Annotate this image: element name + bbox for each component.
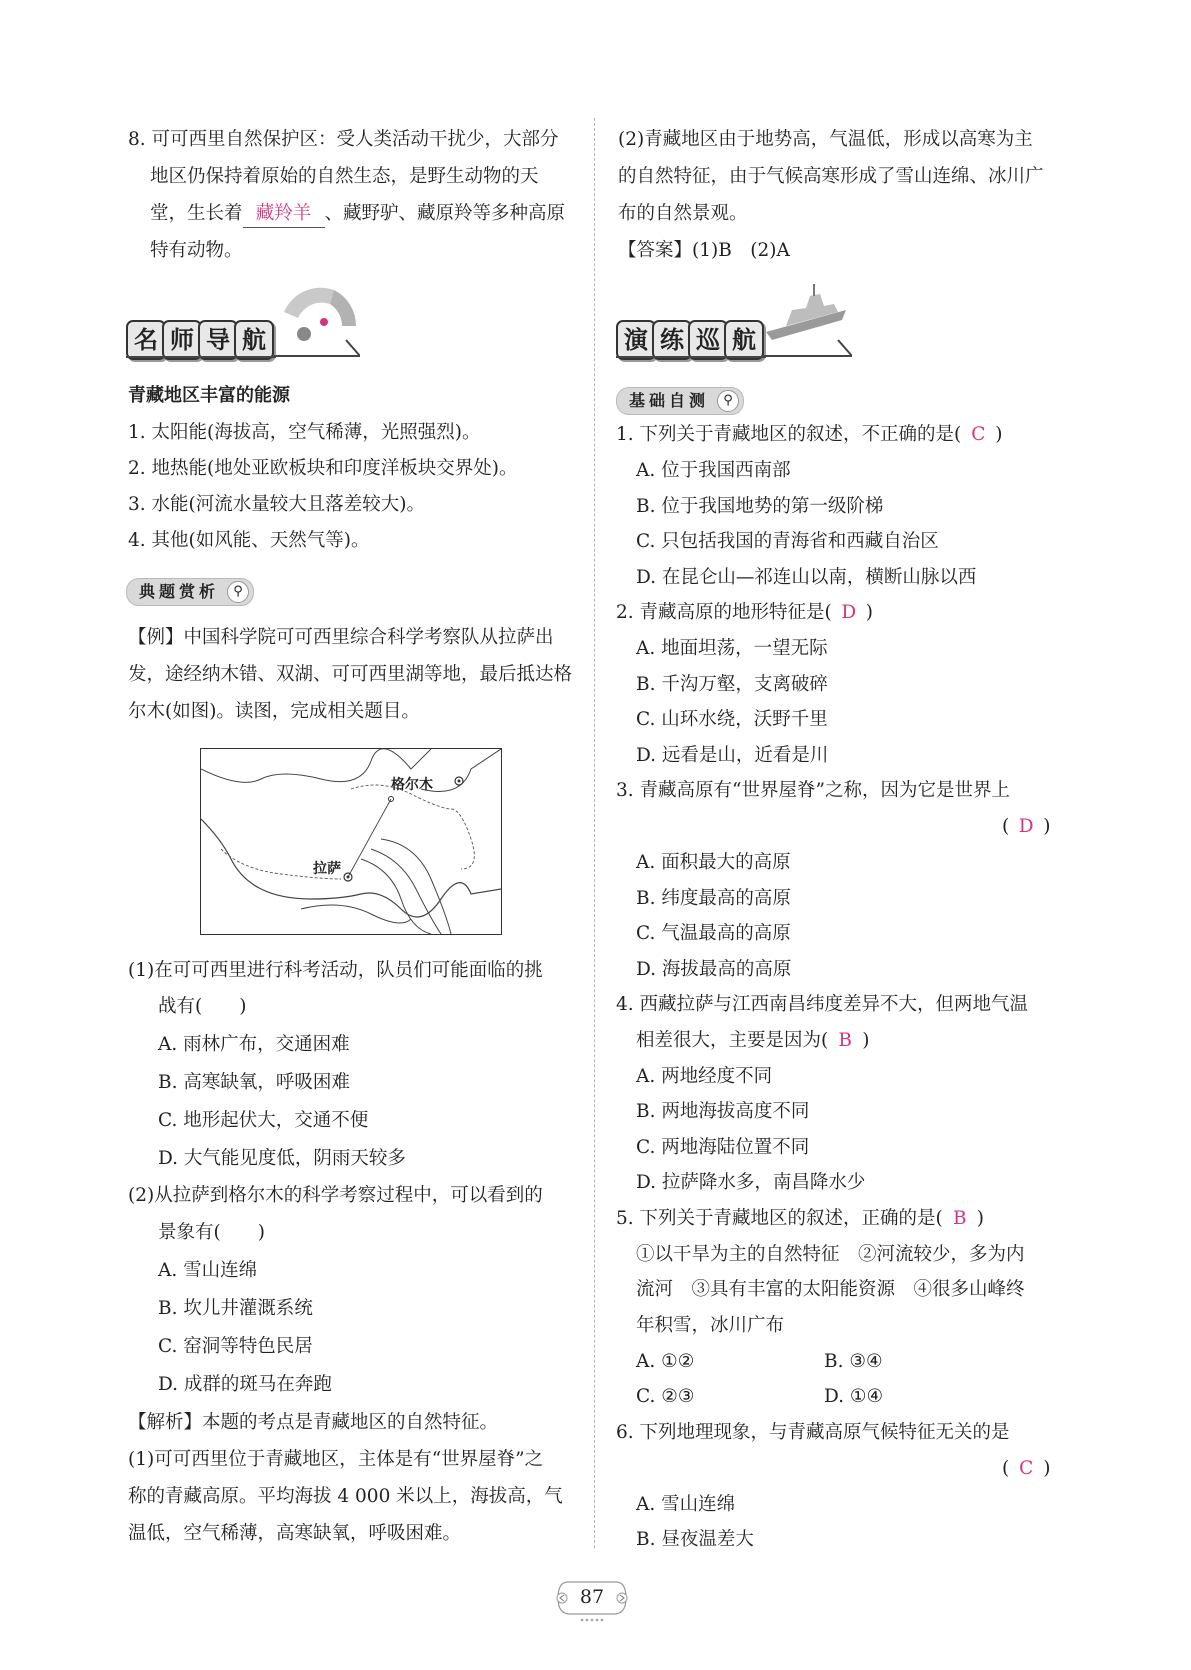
q1-option: D. 在昆仑山—祁连山以南，横断山脉以西 [636,567,977,588]
column-divider [594,118,595,1548]
q4-option: A. 两地经度不同 [636,1066,773,1087]
q6-stem: 6. 下列地理现象，与青藏高原气候特征无关的是 [616,1422,1010,1443]
banner-char: 航 [724,320,764,360]
sub1-line-1: (1)在可可西里进行科考活动，队员们可能面临的挑 [128,960,543,981]
energy-item: 4. 其他(如风能、天然气等)。 [128,530,370,551]
analysis-cont-line-2: 的自然特征，由于气候高寒形成了雪山连绵、冰川广 [618,166,1044,187]
tag-label: 典题赏析 [139,582,220,601]
map-label-geermu: 格尔木 [391,777,433,793]
q5-option-a: A. ①② [636,1351,695,1372]
q8-line-3-start: 堂，生长着 [150,203,243,224]
sub1-line-2: 战有( ) [158,996,247,1017]
q6-option: A. 雪山连绵 [636,1494,736,1515]
q1-stem [616,422,1002,448]
banner-char: 名 [126,320,166,360]
banner-yanlian-xunhang [616,316,851,360]
q6-answer: C [1019,1458,1034,1479]
sub2-option: C. 窑洞等特色民居 [158,1336,313,1357]
q6-option: B. 昼夜温差大 [636,1529,754,1550]
tag-jichu-zice [616,387,744,415]
q2-answer: D [841,602,857,623]
q8-line-1: 8. 可可西里自然保护区：受人类活动干扰少，大部分 [128,129,559,150]
q5-stem [616,1206,984,1232]
banner-decoration-icon [274,282,360,362]
example-line-2: 发，途经纳木错、双湖、可可西里湖等地，最后抵达格 [128,664,573,685]
sub2-option: B. 坎儿井灌溉系统 [158,1298,313,1319]
q5-line-3: 流河 ③具有丰富的太阳能资源 ④很多山峰终 [636,1279,1025,1300]
q2-option: B. 千沟万壑，支离破碎 [636,674,828,695]
q1-option: A. 位于我国西南部 [636,460,791,481]
q3-option: D. 海拔最高的高原 [636,959,792,980]
q2-stem [616,600,873,626]
energy-item: 2. 地热能(地处亚欧板块和印度洋板块交界处)。 [128,458,518,479]
q5-option-d: D. ①④ [824,1386,884,1407]
q4-line-2 [636,1028,869,1054]
analysis-line-1: 【解析】本题的考点是青藏地区的自然特征。 [128,1412,499,1433]
q6-answer-bracket [1002,1456,1050,1482]
q6-close-paren: ) [1043,1458,1051,1479]
analysis-line-3: 称的青藏高原。平均海拔 4 000 米以上，海拔高，气 [128,1486,563,1507]
tag-dianti-shangxi [126,578,254,606]
q5-option-b: B. ③④ [824,1351,883,1372]
banner-underline [616,356,766,358]
q2-stem-text: 2. 青藏高原的地形特征是( [616,602,832,623]
q3-close-paren: ) [1043,816,1051,837]
banner-char: 导 [198,320,238,360]
q8-line-2: 地区仍保持着原始的自然生态，是野生动物的天 [150,166,539,187]
q8-line-3-end: 、藏野驴、藏原羚等多种高原 [324,203,566,224]
sub2-option: A. 雪山连绵 [158,1260,258,1281]
q3-stem: 3. 青藏高原有“世界屋脊”之称，因为它是世界上 [616,780,1010,801]
analysis-line-2: (1)可可西里位于青藏地区，主体是有“世界屋脊”之 [128,1449,544,1470]
energy-item: 1. 太阳能(海拔高，空气稀薄，光照强烈)。 [128,422,481,443]
page-number: 87 [579,1586,605,1608]
q1-option: B. 位于我国地势的第一级阶梯 [636,496,884,517]
q8-answer-blank: 藏羚羊 [243,201,325,228]
energy-title: 青藏地区丰富的能源 [128,385,290,406]
sub1-option: C. 地形起伏大，交通不便 [158,1110,369,1131]
q3-open-paren: ( [1002,816,1010,837]
banner-char: 航 [234,320,274,360]
analysis-line-4: 温低，空气稀薄，高寒缺氧，呼吸困难。 [128,1523,462,1544]
q2-option: A. 地面坦荡，一望无际 [636,638,828,659]
q4-option: B. 两地海拔高度不同 [636,1101,810,1122]
magnifier-icon: ⚲ [227,581,249,603]
tag-label: 基础自测 [629,391,710,410]
q2-option: D. 远看是山，近看是川 [636,745,829,766]
analysis-cont-line-3: 布的自然景观。 [618,203,748,224]
q4-line-2-text: 相差很大，主要是因为( [636,1030,829,1051]
q4-answer: B [838,1030,853,1051]
sub2-line-1: (2)从拉萨到格尔木的科学考察过程中，可以看到的 [128,1185,543,1206]
sub2-option: D. 成群的斑马在奔跑 [158,1374,332,1395]
q5-answer: B [952,1208,967,1229]
example-line-1: 【例】中国科学院可可西里综合科学考察队从拉萨出 [128,627,554,648]
q5-line-4: 年积雪，冰川广布 [636,1315,785,1336]
q1-option: C. 只包括我国的青海省和西藏自治区 [636,531,939,552]
banner-char: 巡 [688,320,728,360]
q8-line-4: 特有动物。 [150,240,243,261]
q3-option: C. 气温最高的高原 [636,923,791,944]
q3-option: A. 面积最大的高原 [636,852,791,873]
q5-stem-text: 5. 下列关于青藏地区的叙述，正确的是( [616,1208,943,1229]
q5-line-2: ①以干旱为主的自然特征 ②河流较少，多为内 [636,1244,1025,1265]
page-number-badge [552,1578,632,1624]
banner-mingshi-daohang [126,316,361,360]
magnifier-icon: ⚲ [717,390,739,412]
map-label-lasa: 拉萨 [313,861,341,877]
sub1-option: D. 大气能见度低，阴雨天较多 [158,1148,406,1169]
q2-option: C. 山环水绕，沃野千里 [636,709,828,730]
q1-answer: C [971,424,986,445]
analysis-cont-line-1: (2)青藏地区由于地势高，气温低，形成以高寒为主 [618,129,1033,150]
q5-option-c: C. ②③ [636,1386,695,1407]
q4-option: D. 拉萨降水多，南昌降水少 [636,1172,866,1193]
answer-line: 【答案】(1)B (2)A [618,240,790,261]
q4-line-1: 4. 西藏拉萨与江西南昌纬度差异不大，但两地气温 [616,994,1029,1015]
q2-close-paren: ) [865,602,873,623]
q3-option: B. 纬度最高的高原 [636,888,791,909]
q6-open-paren: ( [1002,1458,1010,1479]
example-line-3: 尔木(如图)。读图，完成相关题目。 [128,701,420,722]
q4-close-paren: ) [862,1030,870,1051]
banner-char: 练 [652,320,692,360]
energy-item: 3. 水能(河流水量较大且落差较大)。 [128,494,425,515]
route-map-figure [200,748,502,935]
sub1-option: B. 高寒缺氧，呼吸困难 [158,1072,350,1093]
q8-line-3 [150,201,565,228]
q3-answer-bracket [1002,814,1050,840]
q5-close-paren: ) [976,1208,984,1229]
q4-option: C. 两地海陆位置不同 [636,1137,810,1158]
q1-stem-text: 1. 下列关于青藏地区的叙述，不正确的是( [616,424,962,445]
route-map-drawing [201,749,501,934]
q1-close-paren: ) [995,424,1003,445]
banner-char: 演 [616,320,656,360]
sub2-line-2: 景象有( ) [158,1222,265,1243]
q3-answer: D [1018,816,1034,837]
banner-char: 师 [162,320,202,360]
sub1-option: A. 雨林广布，交通困难 [158,1034,350,1055]
ship-icon [762,280,852,360]
banner-underline [126,356,276,358]
